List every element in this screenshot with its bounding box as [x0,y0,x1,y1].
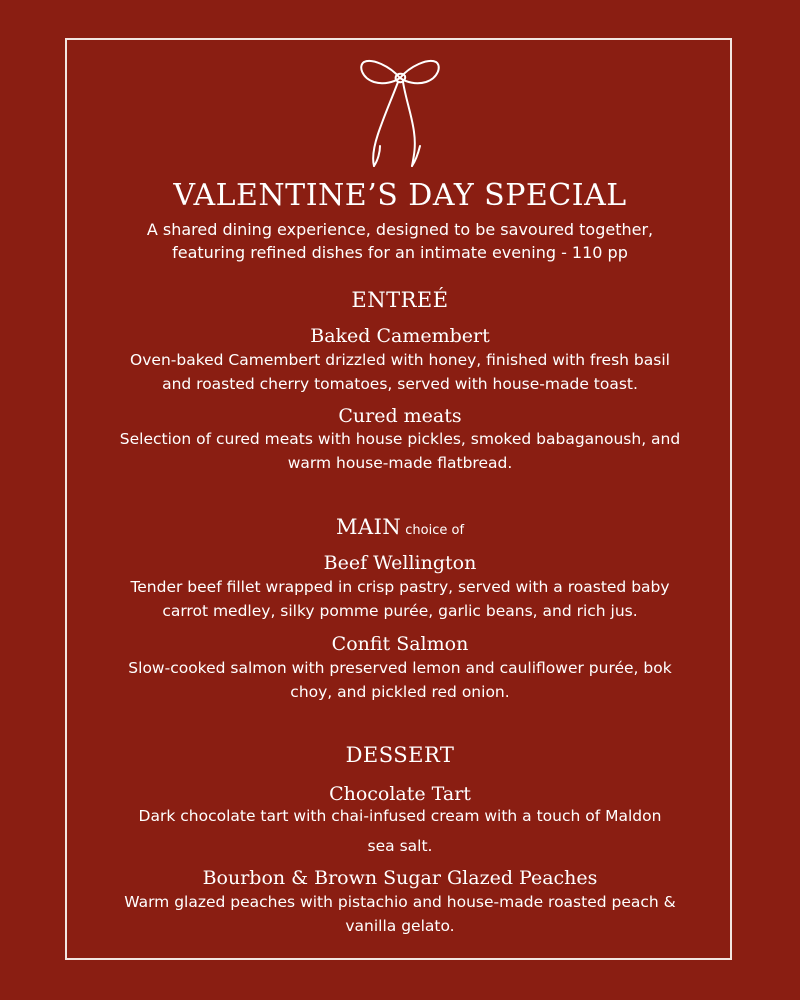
description-line: choy, and pickled red onion. [290,683,510,701]
dish-description [0,890,800,938]
description-line: sea salt. [367,837,433,855]
dish-description [0,575,800,623]
ribbon-bow-icon [350,54,450,176]
menu-title: VALENTINE’S DAY SPECIAL [173,178,627,213]
menu-subtitle [0,218,800,264]
description-line: vanilla gelato. [345,917,455,935]
section-heading-aside: choice of [405,523,465,538]
dish-name: Confit Salmon [331,633,469,655]
subtitle-line: featuring refined dishes for an intimate evening - 110 pp [172,243,628,262]
description-line: and roasted cherry tomatoes, served with house-made toast. [162,375,638,393]
description-line: Selection of cured meats with house pickles, smoked babaganoush, and [119,430,681,448]
dish-description [0,427,800,475]
description-line: Oven-baked Camembert drizzled with honey, finished with fresh basil [130,351,670,369]
dish-name: Cured meats [338,405,462,427]
dish-name: Chocolate Tart [329,783,471,805]
section-heading-entree: ENTREÉ [351,288,449,312]
description-line: carrot medley, silky pomme purée, garlic beans, and rich jus. [162,602,638,620]
description-line: Warm glazed peaches with pistachio and house-made roasted peach & [124,893,676,911]
section-heading-dessert: DESSERT [345,743,455,767]
description-line: Dark chocolate tart with chai-infused cream with a touch of Maldon [138,807,662,825]
description-line: Tender beef fillet wrapped in crisp pastry, served with a roasted baby [130,578,670,596]
section-heading-main [0,513,800,545]
dish-description [0,348,800,396]
dish-name: Baked Camembert [310,325,490,347]
subtitle-line: A shared dining experience, designed to be savoured together, [146,220,654,239]
dish-name: Bourbon & Brown Sugar Glazed Peaches [202,867,598,889]
description-line: warm house-made flatbread. [287,454,513,472]
dish-description [0,801,800,861]
description-line: Slow-cooked salmon with preserved lemon and cauliflower purée, bok [128,659,672,677]
dish-description [0,656,800,704]
dish-name: Beef Wellington [323,552,477,574]
section-heading-main-label: MAIN [335,515,402,539]
